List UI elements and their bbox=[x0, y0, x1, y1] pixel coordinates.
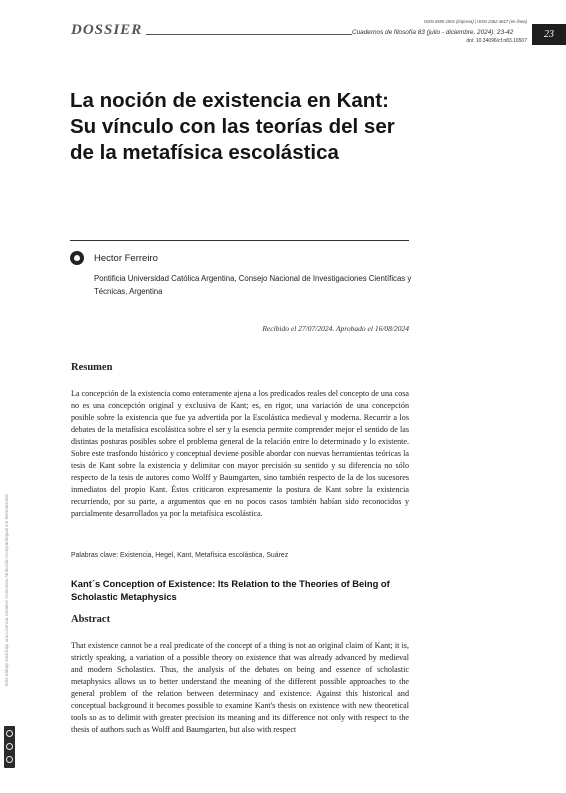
author-name: Hector Ferreiro bbox=[94, 253, 158, 264]
cc-icon bbox=[6, 730, 13, 737]
received-dates: Recibido el 27/07/2024. Aprobado el 16/08/2024 bbox=[262, 324, 409, 333]
author-affiliation: Pontificia Universidad Católica Argentina, Consejo Nacional de Investigaciones Científicas y Técnicas, Argentina bbox=[94, 274, 412, 296]
header-rule bbox=[146, 34, 352, 35]
abstract-heading: Abstract bbox=[71, 614, 111, 625]
sa-icon bbox=[6, 756, 13, 763]
cc-license-badge[interactable] bbox=[4, 726, 15, 768]
page-number: 23 bbox=[532, 24, 566, 45]
doi-link[interactable]: doi: 10.34096/cf.n83.16507 bbox=[466, 38, 527, 44]
orcid-icon[interactable] bbox=[70, 251, 84, 265]
journal-citation: Cuadernos de filosofía 83 (julio - diciembre, 2024): 23-42 bbox=[352, 29, 514, 36]
resumen-text: La concepción de la existencia como enteramente ajena a los predicados reales del concepto de una cosa no es una concepción original y exclusiva de Kant; es, en rigor, una variación de una concepción posible sobre la existencia que fue ya advertida por la Escolástica medieval y moderna. Recurrir a los debates de la metafísica escolástica sobre el ser y la esencia permite comprender mejor el sentido de las distintas posturas posibles sobre el problema general de la relación entre lo determinado y lo existente. Sobre este trasfondo histórico y conceptual deviene posible abordar con nuevas herramientas teóricas la tesis de Kant sobre la existencia y delimitar con mayor precisión su sentido y su diferencia no sólo respecto de la tesis de autores como Wolff y Baumgarten, sino también respecto de la de los sucesores inmediatos del propio Kant. Éstos criticaron expresamente la postura de Kant sobre la existencia recurriendo, por su parte, a argumentos que en no pocos casos también habían sido reconocidos y parcialmente desarrollados ya por la metafísica escolástica. bbox=[71, 389, 409, 518]
by-icon bbox=[6, 743, 13, 750]
resumen-heading: Resumen bbox=[71, 362, 113, 373]
keywords: Palabras clave: Existencia, Hegel, Kant, Metafísica escolástica, Suárez bbox=[71, 552, 289, 559]
title-divider bbox=[70, 240, 409, 241]
section-label: DOSSIER bbox=[71, 22, 143, 38]
license-note: Este trabajo está bajo una Licencia Creative Commons Atribución-CompartirIgual 4.0 Internacional bbox=[4, 494, 9, 686]
article-title: La noción de existencia en Kant: Su vínculo con las teorías del ser de la metafísica escolástica bbox=[70, 89, 395, 164]
abstract-text: That existence cannot be a real predicate of the concept of a thing is not an original claim of Kant; it is, strictly speaking, a variation of a possible theory on existence that was already advanced by medieval and modern Scholastics. Thus, the analysis of the debates on being and essence of scholastic metaphysics allows us to better understand the meaning of the different possible approaches to the general problem of the relation between determinacy and existence. Against this historical and conceptual background it becomes possible to examine Kant's thesis on existence with new theoretical tools so as to delimit with greater precision its meaning and its difference not only with respect to the thesis of authors such as Wolff and Baumgarten, but also with respect bbox=[71, 641, 409, 734]
issn-line: ISSN 0590-1901 (impresa) | ISSN 2362-4817 (en línea) bbox=[423, 19, 527, 24]
english-title: Kant´s Conception of Existence: Its Relation to the Theories of Being of Scholastic Metaphysics bbox=[71, 578, 390, 602]
